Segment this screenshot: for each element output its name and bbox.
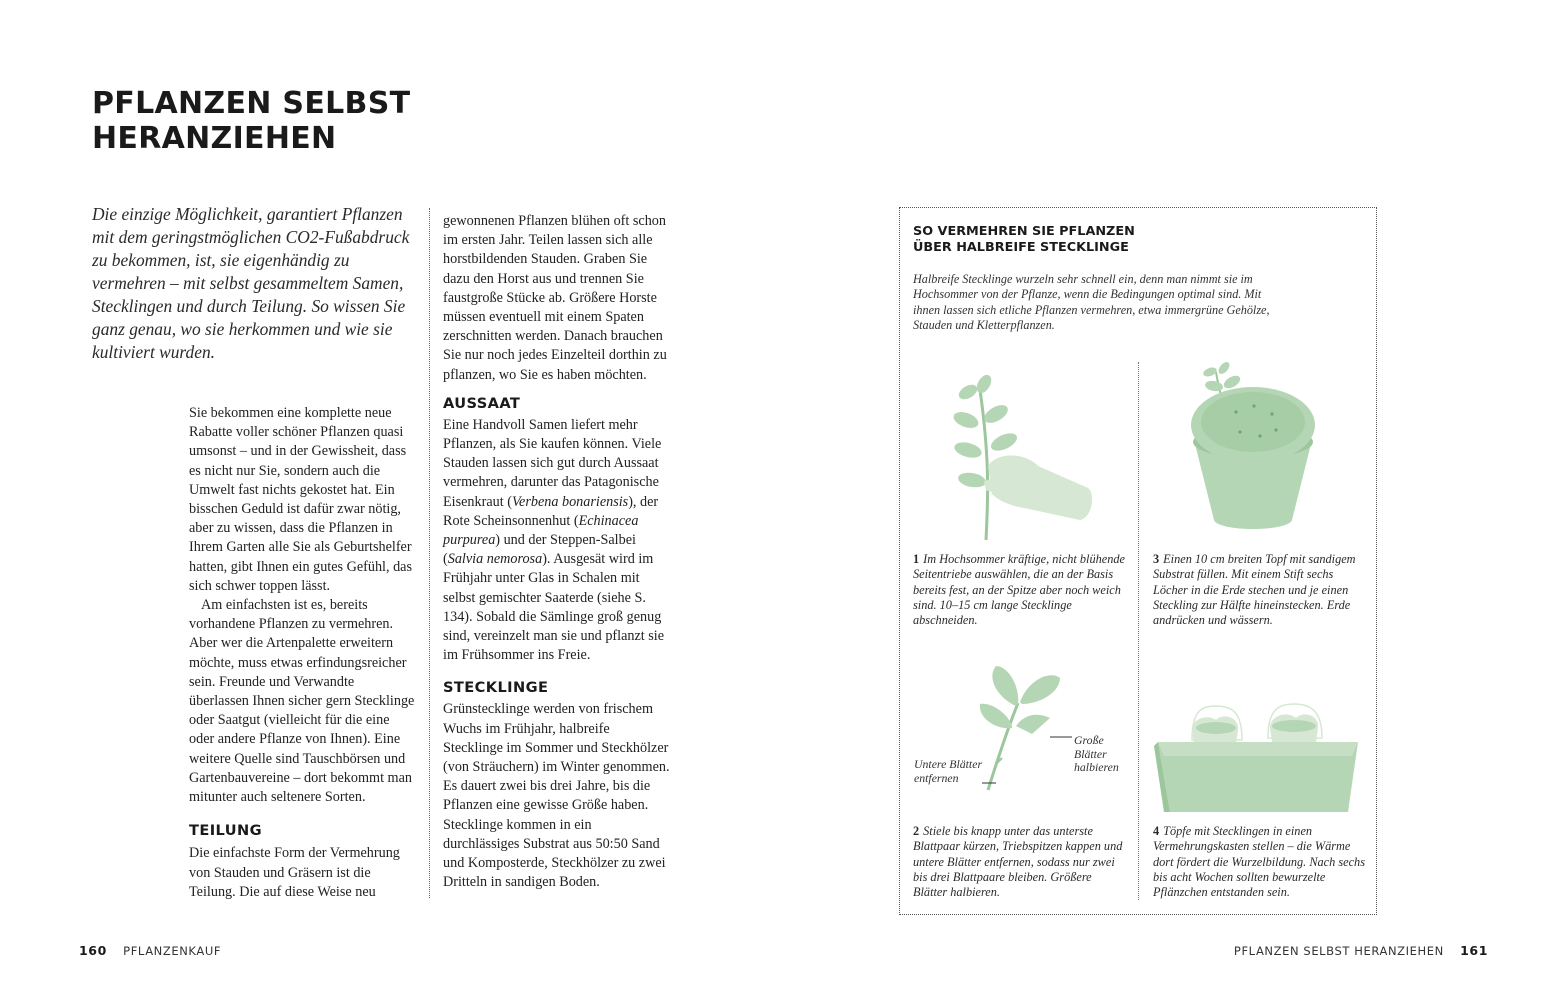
page-title: PFLANZEN SELBST HERANZIEHEN: [92, 86, 411, 156]
latin-name-verbena: Verbena bonariensis: [511, 493, 629, 510]
illustration-trimmed-cutting: [968, 658, 1078, 798]
paragraph-aussaat: [443, 416, 671, 666]
step-2: [913, 824, 1125, 900]
label-big-leaves: Große Blätter halbieren: [1074, 733, 1119, 775]
step-3: [1153, 552, 1365, 628]
box-intro: Halbreife Stecklinge wurzeln sehr schnell ein, denn man nimmt sie im Hochsommer von der Pflanze, wenn die Bedingungen optimal sind. Mit ihnen lassen sich etliche Pflanzen vermehren, etwa immergrüne Gehölze, Stauden und Kletterpflanzen.: [913, 272, 1270, 333]
step-1: [913, 552, 1125, 628]
text-column-2: [443, 212, 671, 893]
step-1-number: 1: [913, 552, 920, 566]
label-lower-leaves: Untere Blätter entfernen: [914, 757, 983, 785]
illustration-hand-cutting: [928, 370, 1108, 545]
box-title: [913, 224, 1233, 256]
aussaat-text-c: ) und der Steppen-Salbei (: [443, 532, 636, 568]
footer-right: [1234, 943, 1488, 958]
step-2-number: 2: [913, 824, 920, 838]
box-title-line-1: SO VERMEHREN SIE PFLANZEN: [913, 224, 1135, 239]
footer-left: [79, 943, 221, 958]
intro-text: Die einzige Möglichkeit, garantiert Pflanzen mit dem geringstmöglichen CO2-Fußabdruck zu bekommen, ist, sie eigenhändig zu vermehren – mit selbst gesammeltem Samen, Stecklingen und durch Teilung. So wissen Sie ganz genau, wo sie herkommen und wie sie kultiviert wurden.: [92, 204, 410, 362]
step-1-text: Im Hochsommer kräftige, nicht blühende Seitentriebe auswählen, die an der Basis bereits fest, an der Spitze aber noch weich sind. 10–15 cm lange Stecklinge abschneiden.: [913, 552, 1125, 628]
illustration-propagation-box: [1152, 700, 1364, 818]
heading-teilung: TEILUNG: [189, 822, 262, 840]
pointer-line-lower-leaves: [982, 780, 998, 786]
aussaat-text-a: Eine Handvoll Samen liefert mehr Pflanzen, als Sie kaufen können. Viele Stauden lassen sich gut durch Aussaat vermehren, darunter das Patagonische Eisenkraut (: [443, 416, 662, 510]
running-head-right: PFLANZEN SELBST HERANZIEHEN: [1233, 944, 1444, 958]
paragraph-teilung-cont: gewonnenen Pflanzen blühen oft schon im ersten Jahr. Teilen lassen sich alle horstbildenden Stauden. Graben Sie dazu den Horst aus und trennen Sie faustgroße Stücke ab. Größere Horste müssen eventuell mit einem Spaten zerschnitten werden. Danach brauchen Sie nur noch jedes Einzelteil dorthin zu pflanzen, wo Sie es haben möchten.: [443, 213, 667, 383]
text-column-1: [189, 404, 417, 902]
step-4: [1153, 824, 1365, 900]
heading-aussaat: AUSSAAT: [443, 394, 521, 412]
step-3-text: Einen 10 cm breiten Topf mit sandigem Substrat füllen. Mit einem Stift sechs Löcher in die Erde stechen und je einen Steckling zur Hälfte hineinstecken. Erde andrücken und wässern.: [1153, 552, 1356, 628]
step-3-number: 3: [1153, 552, 1160, 566]
latin-name-salvia: Salvia nemorosa: [447, 551, 543, 568]
heading-stecklinge: STECKLINGE: [443, 679, 549, 697]
running-head-left: PFLANZENKAUF: [123, 944, 222, 958]
pointer-line-big-leaves: [1050, 734, 1074, 740]
latin-name-echinacea: Echinacea purpurea: [443, 512, 639, 549]
column-divider: [429, 208, 430, 898]
aussaat-text-b: ), der Rote Scheinsonnenhut (: [443, 493, 659, 529]
paragraph-teilung: Die einfachste Form der Vermehrung von Stauden und Gräsern ist die Teilung. Die auf diese Weise neu: [189, 845, 400, 900]
paragraph-stecklinge: Grünstecklinge werden von frischem Wuchs im Frühjahr, halbreife Stecklinge im Sommer und Steckhölzer (von Sträuchern) im Winter genommen. Es dauert zwei bis drei Jahre, bis die Pflanzen eine gewisse Größe haben. Stecklinge kommen in ein durchlässiges Substrat aus 50:50 Sand und Komposterde, Steckhölzer zu zwei Dritteln in sandigen Boden.: [443, 701, 670, 891]
box-column-divider: [1138, 362, 1139, 900]
step-4-text: Töpfe mit Stecklingen in einen Vermehrungskasten stellen – die Wärme dort fördert die Wurzelbildung. Nach sechs bis acht Wochen sollten bewurzelte Pflänzchen entstanden sein.: [1153, 824, 1365, 900]
page-number-right: 161: [1460, 943, 1488, 958]
aussaat-text-d: ). Ausgesät wird im Frühjahr unter Glas in Schalen mit selbst gemischter Saaterde (siehe S. 134). Sobald die Sämlinge groß genug sind, vereinzelt man sie und pflanzt sie im Frühsommer ins Freie.: [443, 551, 665, 664]
box-title-line-2: ÜBER HALBREIFE STECKLINGE: [913, 240, 1129, 255]
step-4-number: 4: [1153, 824, 1160, 838]
illustration-pot: [1188, 360, 1318, 540]
paragraph-1: Sie bekommen eine komplette neue Rabatte voller schöner Pflanzen quasi umsonst – und in der Gewissheit, dass es nicht nur Sie, sondern auch die Umwelt fast nichts gekostet hat. Ein bisschen Geduld ist dafür zwar nötig, aber zu wissen, dass die Pflanzen in Ihrem Garten alle Sie als Geburtshelfer hatten, gibt Ihnen ein gutes Gefühl, das sich schwer toppen lässt.: [189, 405, 413, 594]
step-2-text: Stiele bis knapp unter das unterste Blattpaar kürzen, Triebspitzen kappen und untere Blätter entfernen, sodass nur zwei bis drei Blattpaare bleiben. Größere Blätter halbieren.: [913, 824, 1123, 900]
page-number-left: 160: [79, 943, 107, 958]
paragraph-2: Am einfachsten ist es, bereits vorhandene Pflanzen zu vermehren. Aber wer die Artenpalette erweitern möchte, muss etwas erfindungsreicher sein. Freunde und Verwandte überlassen Ihnen sicher gern Stecklinge oder Saatgut (vielleicht für die eine oder andere Pflanze von Ihnen). Eine weitere Quelle sind Tauschbörsen und Gartenbauvereine – dort bekommt man mitunter auch seltenere Sorten.: [189, 597, 415, 806]
